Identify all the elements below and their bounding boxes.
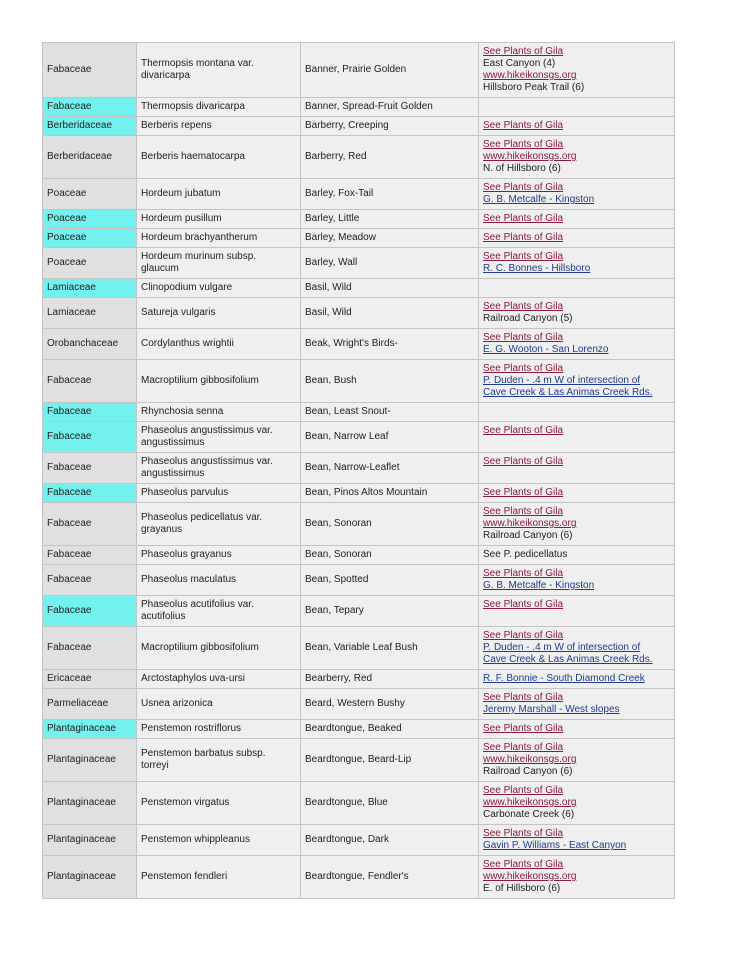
links-cell	[479, 689, 675, 720]
website-link[interactable]: www.hikeikonsgs.org	[483, 70, 577, 81]
website-link[interactable]: www.hikeikonsgs.org	[483, 797, 577, 808]
scientific-name-cell	[137, 136, 301, 179]
links-cell	[479, 422, 675, 453]
scientific-name-cell	[137, 453, 301, 484]
table-row	[43, 503, 675, 546]
collector-link[interactable]: Cave Creek & Las Animas Creek Rds.	[483, 654, 653, 665]
links-cell	[479, 565, 675, 596]
common-name-cell	[301, 596, 479, 627]
family-name: Poaceae	[47, 213, 87, 224]
collector-link[interactable]: Cave Creek & Las Animas Creek Rds.	[483, 387, 653, 398]
scientific-name: grayanus	[141, 524, 183, 535]
family-cell	[43, 453, 137, 484]
scientific-name: Hordeum pusillum	[141, 213, 222, 224]
common-name-cell	[301, 279, 479, 298]
collector-link[interactable]: Gavin P. Williams - East Canyon	[483, 840, 627, 851]
table-row	[43, 627, 675, 670]
table-row	[43, 689, 675, 720]
plants-of-gila-link[interactable]: See Plants of Gila	[483, 828, 564, 839]
family-name: Lamiaceae	[47, 282, 96, 293]
family-cell	[43, 627, 137, 670]
table-row	[43, 43, 675, 98]
table-row	[43, 825, 675, 856]
collector-link[interactable]: P. Duden - .4 m W of intersection of	[483, 642, 641, 653]
links-cell	[479, 546, 675, 565]
family-name: Fabaceae	[47, 101, 92, 112]
scientific-name-cell	[137, 689, 301, 720]
common-name-cell	[301, 739, 479, 782]
common-name-cell	[301, 403, 479, 422]
family-name: Poaceae	[47, 188, 87, 199]
scientific-name-cell	[137, 279, 301, 298]
common-name: Bean, Sonoran	[305, 518, 372, 529]
common-name: Barley, Wall	[305, 257, 358, 268]
family-name: Fabaceae	[47, 605, 92, 616]
family-cell	[43, 179, 137, 210]
family-cell	[43, 117, 137, 136]
family-cell	[43, 825, 137, 856]
family-name: Fabaceae	[47, 375, 92, 386]
scientific-name: Thermopsis montana var.	[141, 58, 254, 69]
scientific-name: torreyi	[141, 760, 169, 771]
plants-of-gila-link[interactable]: See Plants of Gila	[483, 332, 564, 343]
scientific-name: Macroptilium gibbosifolium	[141, 375, 259, 386]
table-row	[43, 329, 675, 360]
plants-of-gila-link[interactable]: See Plants of Gila	[483, 506, 564, 517]
scientific-name: divaricarpa	[141, 70, 190, 81]
common-name-cell	[301, 484, 479, 503]
links-cell	[479, 856, 675, 899]
scientific-name: glaucum	[141, 263, 179, 274]
location-text: Railroad Canyon (6)	[483, 530, 573, 541]
family-cell	[43, 229, 137, 248]
collector-link[interactable]: Jeremy Marshall - West slopes	[483, 704, 620, 715]
plants-of-gila-link[interactable]: See Plants of Gila	[483, 363, 564, 374]
location-text: Carbonate Creek (6)	[483, 809, 575, 820]
family-cell	[43, 670, 137, 689]
plant-table-body	[43, 43, 675, 899]
family-cell	[43, 422, 137, 453]
plants-of-gila-link[interactable]: See Plants of Gila	[483, 487, 564, 498]
family-cell	[43, 210, 137, 229]
table-row	[43, 720, 675, 739]
scientific-name-cell	[137, 98, 301, 117]
collector-link[interactable]: G. B. Metcalfe - Kingston	[483, 580, 595, 591]
family-name: Plantaginaceae	[47, 834, 116, 845]
common-name: Bean, Bush	[305, 375, 357, 386]
common-name-cell	[301, 117, 479, 136]
scientific-name: Cordylanthus wrightii	[141, 338, 234, 349]
website-link[interactable]: www.hikeikonsgs.org	[483, 151, 577, 162]
links-cell	[479, 484, 675, 503]
scientific-name-cell	[137, 670, 301, 689]
common-name: Bean, Spotted	[305, 574, 369, 585]
scientific-name: acutifolius	[141, 611, 186, 622]
family-cell	[43, 546, 137, 565]
scientific-name-cell	[137, 210, 301, 229]
scientific-name-cell	[137, 179, 301, 210]
common-name: Barberry, Red	[305, 151, 367, 162]
scientific-name-cell	[137, 229, 301, 248]
links-cell	[479, 43, 675, 98]
scientific-name: Phaseolus acutifolius var.	[141, 599, 254, 610]
family-name: Fabaceae	[47, 462, 92, 473]
scientific-name-cell	[137, 484, 301, 503]
location-text: E. of Hillsboro (6)	[483, 883, 561, 894]
common-name: Beardtongue, Beard-Lip	[305, 754, 412, 765]
scientific-name-cell	[137, 329, 301, 360]
common-name: Basil, Wild	[305, 282, 352, 293]
family-cell	[43, 596, 137, 627]
common-name-cell	[301, 298, 479, 329]
scientific-name: Phaseolus angustissimus var.	[141, 456, 273, 467]
family-name: Fabaceae	[47, 431, 92, 442]
common-name: Bean, Tepary	[305, 605, 364, 616]
table-row	[43, 422, 675, 453]
common-name-cell	[301, 179, 479, 210]
common-name: Beard, Western Bushy	[305, 698, 405, 709]
plants-of-gila-link[interactable]: See Plants of Gila	[483, 139, 564, 150]
links-cell	[479, 782, 675, 825]
links-cell	[479, 627, 675, 670]
common-name: Barley, Little	[305, 213, 360, 224]
family-name: Plantaginaceae	[47, 723, 116, 734]
common-name: Bean, Pinos Altos Mountain	[305, 487, 428, 498]
family-cell	[43, 739, 137, 782]
collector-link[interactable]: R. F. Bonnie - South Diamond Creek	[483, 673, 645, 684]
family-cell	[43, 329, 137, 360]
scientific-name-cell	[137, 43, 301, 98]
location-text: Railroad Canyon (6)	[483, 766, 573, 777]
common-name: Bean, Narrow Leaf	[305, 431, 389, 442]
common-name: Bean, Variable Leaf Bush	[305, 642, 418, 653]
table-row	[43, 670, 675, 689]
table-row	[43, 179, 675, 210]
scientific-name-cell	[137, 117, 301, 136]
links-cell	[479, 98, 675, 117]
plants-of-gila-link[interactable]: See Plants of Gila	[483, 301, 564, 312]
common-name: Bean, Narrow-Leaflet	[305, 462, 400, 473]
table-row	[43, 565, 675, 596]
common-name-cell	[301, 210, 479, 229]
family-cell	[43, 856, 137, 899]
plant-table	[42, 42, 675, 899]
family-cell	[43, 689, 137, 720]
website-link[interactable]: www.hikeikonsgs.org	[483, 518, 577, 529]
plants-of-gila-link[interactable]: See Plants of Gila	[483, 120, 564, 131]
common-name: Beardtongue, Blue	[305, 797, 388, 808]
family-name: Plantaginaceae	[47, 797, 116, 808]
table-row	[43, 403, 675, 422]
scientific-name-cell	[137, 298, 301, 329]
common-name: Banner, Prairie Golden	[305, 64, 407, 75]
common-name-cell	[301, 98, 479, 117]
family-cell	[43, 720, 137, 739]
common-name: Bearberry, Red	[305, 673, 373, 684]
family-name: Ericaceae	[47, 673, 92, 684]
scientific-name: Penstemon rostriflorus	[141, 723, 242, 734]
scientific-name-cell	[137, 596, 301, 627]
links-cell	[479, 179, 675, 210]
table-row	[43, 453, 675, 484]
collector-link[interactable]: E. G. Wooton - San Lorenzo	[483, 344, 609, 355]
links-cell	[479, 248, 675, 279]
links-cell	[479, 596, 675, 627]
collector-link[interactable]: P. Duden - .4 m W of intersection of	[483, 375, 641, 386]
common-name: Barley, Fox-Tail	[305, 188, 374, 199]
common-name-cell	[301, 248, 479, 279]
common-name-cell	[301, 503, 479, 546]
family-name: Fabaceae	[47, 574, 92, 585]
common-name-cell	[301, 825, 479, 856]
family-cell	[43, 279, 137, 298]
family-cell	[43, 503, 137, 546]
plants-of-gila-link[interactable]: See Plants of Gila	[483, 568, 564, 579]
common-name-cell	[301, 229, 479, 248]
scientific-name: Phaseolus pedicellatus var.	[141, 512, 263, 523]
scientific-name-cell	[137, 248, 301, 279]
plants-of-gila-link[interactable]: See Plants of Gila	[483, 785, 564, 796]
family-name: Poaceae	[47, 257, 87, 268]
scientific-name-cell	[137, 856, 301, 899]
scientific-name-cell	[137, 782, 301, 825]
scientific-name: Arctostaphylos uva-ursi	[141, 673, 245, 684]
scientific-name: Rhynchosia senna	[141, 406, 224, 417]
table-row	[43, 546, 675, 565]
scientific-name: Penstemon virgatus	[141, 797, 230, 808]
location-text: East Canyon (4)	[483, 58, 556, 69]
family-cell	[43, 360, 137, 403]
table-row	[43, 484, 675, 503]
table-row	[43, 782, 675, 825]
common-name-cell	[301, 565, 479, 596]
scientific-name-cell	[137, 546, 301, 565]
scientific-name: Hordeum brachyantherum	[141, 232, 258, 243]
plants-of-gila-link[interactable]: See Plants of Gila	[483, 46, 564, 57]
common-name-cell	[301, 422, 479, 453]
common-name-cell	[301, 720, 479, 739]
common-name: Barley, Meadow	[305, 232, 376, 243]
scientific-name: Penstemon barbatus subsp.	[141, 748, 266, 759]
table-row	[43, 298, 675, 329]
family-name: Poaceae	[47, 232, 87, 243]
family-name: Fabaceae	[47, 642, 92, 653]
scientific-name: Phaseolus parvulus	[141, 487, 229, 498]
plants-of-gila-link[interactable]: See Plants of Gila	[483, 251, 564, 262]
common-name: Beak, Wright's Birds-	[305, 338, 398, 349]
common-name: Banner, Spread-Fruit Golden	[305, 101, 433, 112]
family-cell	[43, 403, 137, 422]
scientific-name-cell	[137, 503, 301, 546]
common-name-cell	[301, 782, 479, 825]
plants-of-gila-link[interactable]: See Plants of Gila	[483, 742, 564, 753]
table-row	[43, 229, 675, 248]
common-name-cell	[301, 453, 479, 484]
links-cell	[479, 720, 675, 739]
links-cell	[479, 298, 675, 329]
family-name: Plantaginaceae	[47, 871, 116, 882]
family-name: Lamiaceae	[47, 307, 96, 318]
plants-of-gila-link[interactable]: See Plants of Gila	[483, 630, 564, 641]
scientific-name: angustissimus	[141, 437, 205, 448]
scientific-name: Usnea arizonica	[141, 698, 213, 709]
common-name-cell	[301, 546, 479, 565]
scientific-name: Macroptilium gibbosifolium	[141, 642, 259, 653]
table-row	[43, 279, 675, 298]
scientific-name: Thermopsis divaricarpa	[141, 101, 245, 112]
plants-of-gila-link[interactable]: See Plants of Gila	[483, 723, 564, 734]
scientific-name: Satureja vulgaris	[141, 307, 216, 318]
table-row	[43, 210, 675, 229]
links-cell	[479, 117, 675, 136]
family-cell	[43, 782, 137, 825]
scientific-name: Phaseolus grayanus	[141, 549, 232, 560]
scientific-name: angustissimus	[141, 468, 205, 479]
links-cell	[479, 279, 675, 298]
scientific-name-cell	[137, 739, 301, 782]
common-name: Beardtongue, Fendler's	[305, 871, 409, 882]
links-cell	[479, 403, 675, 422]
links-cell	[479, 825, 675, 856]
table-row	[43, 98, 675, 117]
family-cell	[43, 136, 137, 179]
common-name: Beardtongue, Dark	[305, 834, 389, 845]
common-name: Basil, Wild	[305, 307, 352, 318]
family-name: Fabaceae	[47, 549, 92, 560]
table-row	[43, 596, 675, 627]
scientific-name-cell	[137, 403, 301, 422]
plants-of-gila-link[interactable]: See Plants of Gila	[483, 232, 564, 243]
family-cell	[43, 298, 137, 329]
common-name-cell	[301, 856, 479, 899]
plants-of-gila-link[interactable]: See Plants of Gila	[483, 859, 564, 870]
family-name: Berberidaceae	[47, 151, 113, 162]
common-name: Bean, Least Snout-	[305, 406, 391, 417]
common-name-cell	[301, 43, 479, 98]
scientific-name: Hordeum murinum subsp.	[141, 251, 257, 262]
common-name-cell	[301, 689, 479, 720]
family-name: Parmeliaceae	[47, 698, 109, 709]
table-row	[43, 117, 675, 136]
links-cell	[479, 229, 675, 248]
plants-of-gila-link[interactable]: See Plants of Gila	[483, 456, 564, 467]
common-name-cell	[301, 136, 479, 179]
scientific-name: Berberis haematocarpa	[141, 151, 245, 162]
scientific-name: Berberis repens	[141, 120, 212, 131]
scientific-name-cell	[137, 720, 301, 739]
family-cell	[43, 43, 137, 98]
common-name-cell	[301, 670, 479, 689]
common-name: Beardtongue, Beaked	[305, 723, 402, 734]
scientific-name-cell	[137, 565, 301, 596]
website-link[interactable]: www.hikeikonsgs.org	[483, 871, 577, 882]
links-cell	[479, 739, 675, 782]
plants-of-gila-link[interactable]: See Plants of Gila	[483, 425, 564, 436]
family-name: Fabaceae	[47, 518, 92, 529]
scientific-name-cell	[137, 825, 301, 856]
scientific-name: Hordeum jubatum	[141, 188, 221, 199]
links-cell	[479, 329, 675, 360]
location-text: N. of Hillsboro (6)	[483, 163, 561, 174]
scientific-name: Phaseolus maculatus	[141, 574, 237, 585]
family-name: Berberidaceae	[47, 120, 113, 131]
links-cell	[479, 453, 675, 484]
links-cell	[479, 503, 675, 546]
common-name-cell	[301, 360, 479, 403]
table-row	[43, 248, 675, 279]
common-name: Bean, Sonoran	[305, 549, 372, 560]
collector-link[interactable]: R. C. Bonnes - Hillsboro	[483, 263, 591, 274]
family-cell	[43, 98, 137, 117]
scientific-name: Penstemon whippleanus	[141, 834, 250, 845]
common-name: Barberry, Creeping	[305, 120, 389, 131]
family-name: Fabaceae	[47, 487, 92, 498]
location-text: Railroad Canyon (5)	[483, 313, 573, 324]
location-text: Hillsboro Peak Trail (6)	[483, 82, 585, 93]
table-row	[43, 360, 675, 403]
scientific-name-cell	[137, 627, 301, 670]
collector-link[interactable]: G. B. Metcalfe - Kingston	[483, 194, 595, 205]
links-cell	[479, 360, 675, 403]
table-row	[43, 856, 675, 899]
family-name: Orobanchaceae	[47, 338, 119, 349]
links-cell	[479, 210, 675, 229]
scientific-name-cell	[137, 360, 301, 403]
family-cell	[43, 484, 137, 503]
plants-of-gila-link[interactable]: See Plants of Gila	[483, 213, 564, 224]
plants-of-gila-link[interactable]: See Plants of Gila	[483, 692, 564, 703]
family-cell	[43, 248, 137, 279]
family-name: Plantaginaceae	[47, 754, 116, 765]
links-cell	[479, 136, 675, 179]
family-cell	[43, 565, 137, 596]
plants-of-gila-link[interactable]: See Plants of Gila	[483, 182, 564, 193]
scientific-name: Clinopodium vulgare	[141, 282, 233, 293]
website-link[interactable]: www.hikeikonsgs.org	[483, 754, 577, 765]
family-name: Fabaceae	[47, 406, 92, 417]
table-row	[43, 136, 675, 179]
scientific-name: Penstemon fendleri	[141, 871, 228, 882]
scientific-name: Phaseolus angustissimus var.	[141, 425, 273, 436]
scientific-name-cell	[137, 422, 301, 453]
common-name-cell	[301, 627, 479, 670]
family-name: Fabaceae	[47, 64, 92, 75]
table-row	[43, 739, 675, 782]
location-text: See P. pedicellatus	[483, 549, 568, 560]
links-cell	[479, 670, 675, 689]
common-name-cell	[301, 329, 479, 360]
plants-of-gila-link[interactable]: See Plants of Gila	[483, 599, 564, 610]
